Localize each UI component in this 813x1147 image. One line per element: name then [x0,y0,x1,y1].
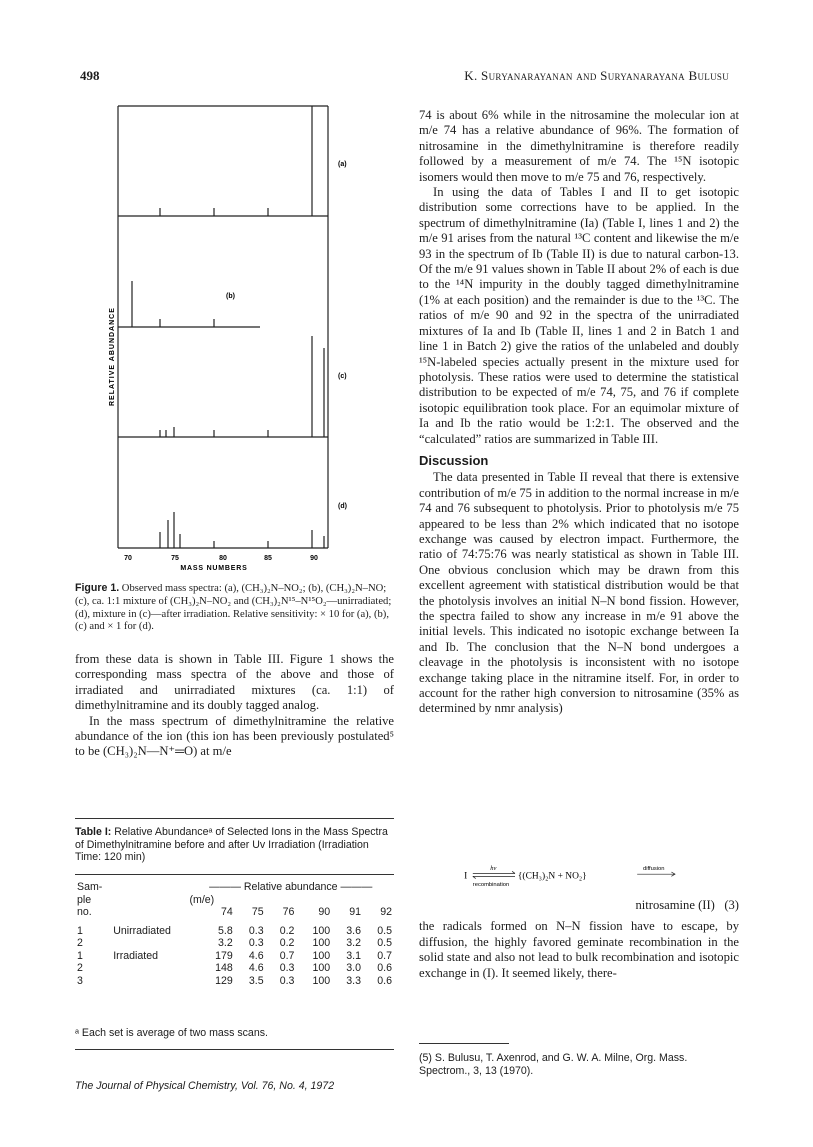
table-col-header: 91 [349,906,362,918]
left-paragraph-1: from these data is shown in Table III. Figure 1 shows the corresponding mass spectra of the above and those of irradiated and unirradiated mixtures (ca. 1:1) of dimethylnitramine and its doubly tagged analog. [75,652,394,713]
y-axis-label: RELATIVE ABUNDANCE [109,307,116,406]
reaction-equation [419,864,739,896]
running-head: K. Suryanarayanan and Suryanarayana Bulusu [464,68,729,83]
table-col-header: 74 [220,906,233,918]
table-row: 1 Unirradiated 5.8 0.3 0.2 100 3.6 0.5 [77,924,392,937]
table-header-sample: no. [77,906,92,918]
table-col-header: 76 [282,906,295,918]
equation-product: nitrosamine (II) [635,898,715,912]
mass-spectra-figure [80,96,380,578]
table-header-sample: ple [77,893,92,906]
equation-product-line [419,898,739,913]
table-top-rule [75,818,394,819]
reference-footnote: (5) S. Bulusu, T. Axenrod, and G. W. A. Milne, Org. Mass. Spectrom., 3, 13 (1970). [419,1052,688,1077]
right-paragraph-1: 74 is about 6% while in the nitrosamine the molecular ion at m/e 74 has a relative abundance of 96%. The formation of nitrosamine in the dimethylnitramine is therefore readily followed by a measurement of m/e 74. The ¹⁵N isotopic isomers would then move to m/e 75 and 76, respectively. [419,108,739,184]
right-column-text [419,108,739,717]
table-title-text: Relative Abundanceᵃ of Selected Ions in the Mass Spectra of Dimethylnitramine before and after Uv Irradiation (Irradiation Time: 120 min) [75,826,388,864]
figure-caption [75,582,394,634]
panel-label-d: (d) [338,503,347,510]
table-title [75,826,394,864]
x-tick-90: 90 [310,555,318,562]
x-tick-85: 85 [264,555,272,562]
table-header-rule [75,874,394,875]
table-col-header: 75 [251,906,264,918]
panel-label-c: (c) [338,373,347,380]
footnote-rule [419,1043,509,1044]
panel-label-b: (b) [226,293,235,300]
section-heading-discussion: Discussion [419,452,489,468]
x-tick-80: 80 [219,555,227,562]
table-header-me: (m/e) [189,893,215,906]
left-column-text [75,652,394,760]
figure-caption-text: Observed mass spectra: (a), (CH₃)₂N–NO₂; (b), (CH₃)₂N–NO; (c), ca. 1:1 mixture of (CH₃)₂N–NO₂ and (CH₃)₂N¹⁵–N¹⁵O₂—unirradiated; (d), mixture in (c)—after irradiation. Relative sensitivity: × 10 for (a), (b), (c) and × 1 for (d). [75,583,392,633]
figure-caption-label: Figure 1. [75,582,120,594]
left-paragraph-2: In the mass spectrum of dimethylnitramine the relative abundance of the ion (this ion has been previously postulated⁵ to be (CH₃)₂N—N⁺═O) at m/e [75,713,394,759]
table-col-header: 90 [318,906,331,918]
equation-recombination-label: recombination [472,881,510,888]
equation-number: (3) [724,898,739,912]
equation-radicals: {(CH₃)₂N + NO₂} [517,871,587,882]
page-number: 498 [80,68,100,83]
table-label: Table I: [75,826,112,838]
table-group-header: ——— Relative abundance ——— [209,881,373,893]
table-row: 1 Irradiated 179 4.6 0.7 100 3.1 0.7 [77,949,392,962]
x-tick-75: 75 [171,555,179,562]
table-footnote: ᵃ Each set is average of two mass scans. [75,1027,268,1039]
right-paragraph-3: The data presented in Table II reveal that there is extensive contribution of m/e 75 in addition to the normal increase in m/e 74 and 76 subsequent to photolysis. Prior to photolysis m/e 75 appeared to be less than 2% which indicated that no isotope exchange was caused by electron impact. Furthermore, the ratio of 74:75:76 was nearly statistical as shown in Table III. One obvious conclusion which may be drawn from this excellent agreement with statistical distribution would be that the photolysis involves an initial N–N bond fission. However, the spectra failed to show any increase in m/e 91 above the initial levels. This indicated no isotopic exchange between Ia and Ib. The conclusion that the N–N bond undergoes a cleavage in the photolysis is inconsistent with no isotope exchange taking place in the nitramine itself. For, in order to account for the rather high conversion to nitrosamine (35% as determined by nmr analysis) [419,470,740,716]
table-1-grid [75,881,394,987]
x-axis-label: MASS NUMBERS [180,565,248,572]
table-col-header: 92 [380,906,392,918]
table-1 [75,874,394,987]
table-row: 2 3.2 0.3 0.2 100 3.2 0.5 [77,937,392,949]
equation-reactant: I [464,871,468,882]
right-column-text-continued [419,898,739,981]
equation-diffusion-label: diffusion [643,865,665,872]
journal-footer: The Journal of Physical Chemistry, Vol. 76, No. 4, 1972 [75,1080,335,1092]
table-header-sample: Sam- [77,881,103,893]
equation-hv-label: hν [490,864,497,872]
right-paragraph-2: In using the data of Tables I and II to get isotopic distribution some corrections have to be applied. In the spectrum of dimethylnitramine (Ia) (Table I, lines 1 and 2) the m/e 91 arises from the natural ¹³C content and likewise the m/e 93 in the spectrum of Ib (Table II) is due to natural carbon-13. Of the m/e 91 values shown in Table II about 2% of each is due to the ¹⁴N impurity in the doubly tagged dimethylnitramine (1% at each position) and the remainder is due to the ¹³C. The ratios of m/e 90 and 92 in the spectra of the unirradiated mixtures of Ia and Ib (Table II, lines 1 and 2 in Batch 1 and line 1 in Batch 2) give the ratios of the unlabeled and doubly ¹⁵N-labeled species actually present in the mixture used for photolysis. These ratios were used to determine the statistical distribution to be expected of m/e 74, 75, and 76 if complete isotopic equilibration took place. For an equimolar mixture of Ia and Ib the ratio would be 1:2:1. The observed and the “calculated” ratios are summarized in Table III. [419,185,739,446]
right-paragraph-4: the radicals formed on N–N fission have to escape, by diffusion, the highly favored geminate recombination in the solid state and also not lead to bulk recombination and isotopic exchange in (I). It seemed likely, there- [419,919,739,980]
table-row: 2 148 4.6 0.3 100 3.0 0.6 [77,962,392,974]
panel-label-a: (a) [338,161,347,168]
table-row: 3 129 3.5 0.3 100 3.3 0.6 [77,974,392,987]
x-tick-70: 70 [124,555,132,562]
table-bottom-rule [75,1049,394,1050]
